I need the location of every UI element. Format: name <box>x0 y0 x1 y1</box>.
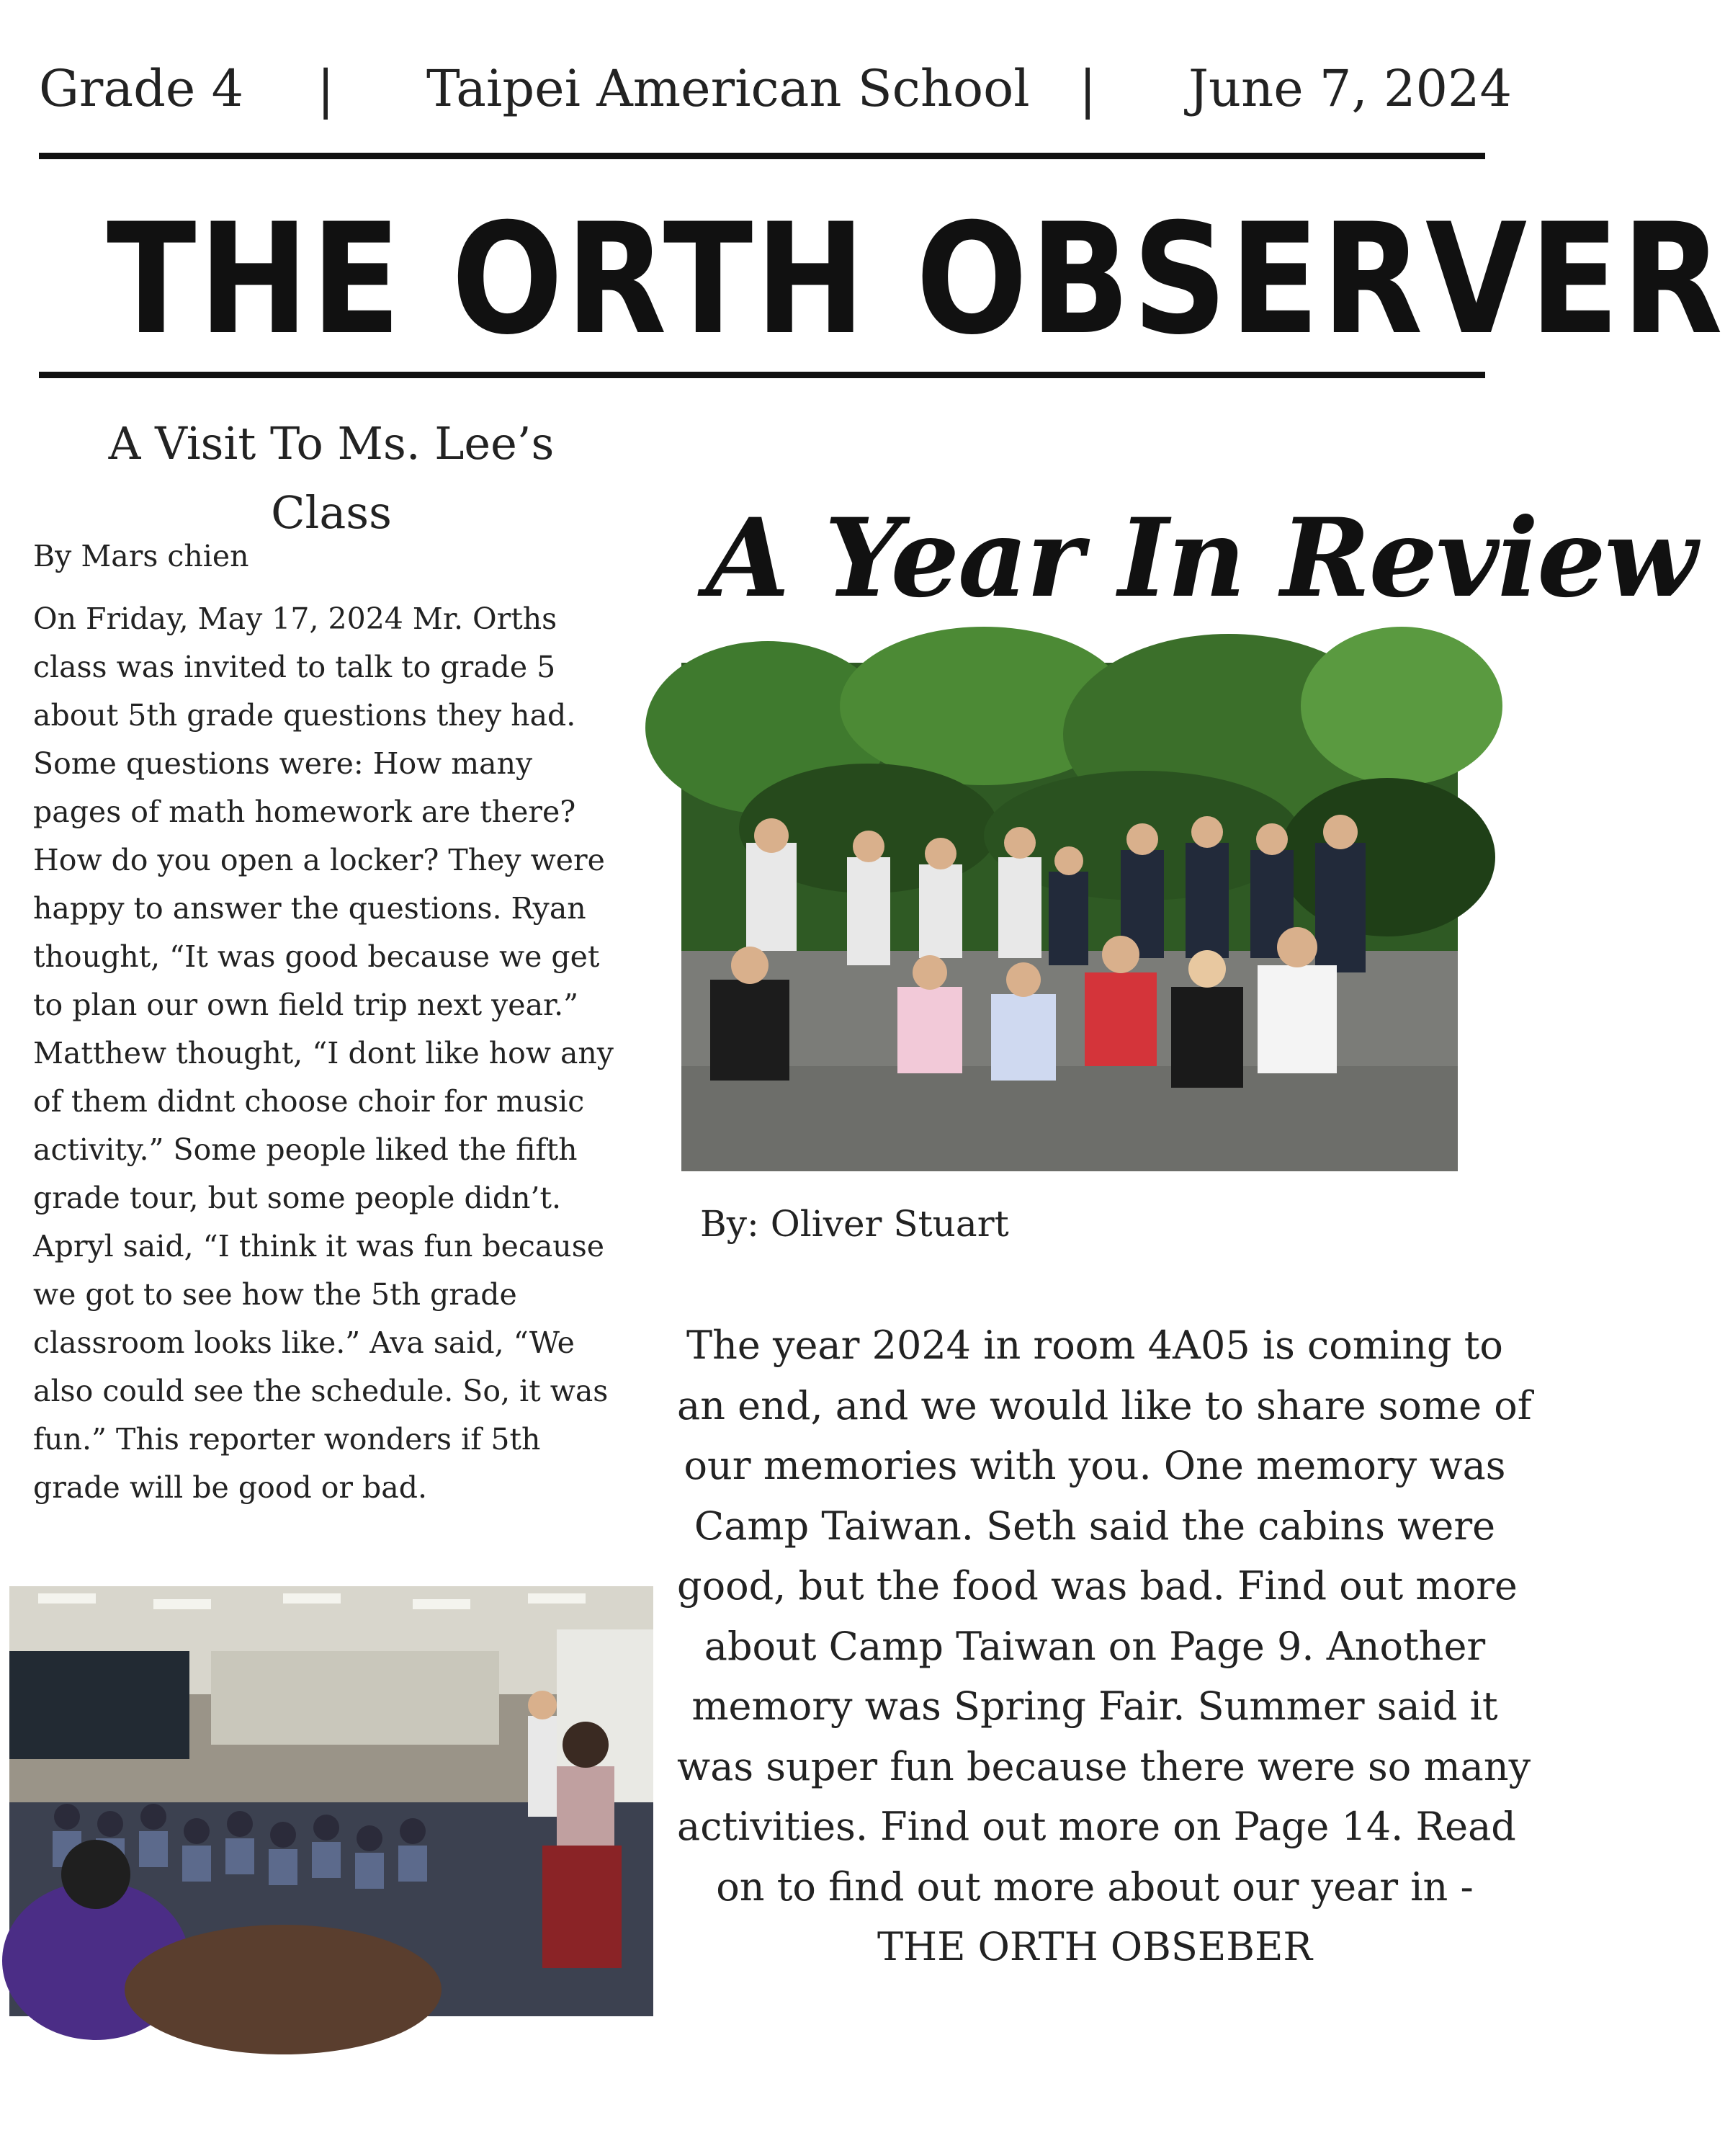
bottom-rule <box>39 372 1485 378</box>
top-rule <box>39 153 1485 159</box>
body-line: we got to see how the 5th grade <box>33 1277 517 1312</box>
body-line: grade will be good or bad. <box>33 1470 428 1505</box>
body-line: fun.” This reporter wonders if 5th <box>33 1422 541 1457</box>
body-line: pages of math homework are there? <box>33 795 576 829</box>
body-line: happy to answer the questions. Ryan <box>33 891 586 926</box>
body-line: classroom looks like.” Ava said, “We <box>33 1325 575 1360</box>
body-line: On Friday, May 17, 2024 Mr. Orths <box>33 601 557 636</box>
body-line: thought, “It was good because we get <box>33 939 600 974</box>
body-line: Matthew thought, “I dont like how any <box>33 1036 614 1070</box>
body-line: The year 2024 in room 4A05 is coming to <box>686 1323 1503 1368</box>
body-line: How do you open a locker? They were <box>33 843 605 877</box>
article-body-year-review <box>677 1315 1532 1977</box>
body-line: activity.” Some people liked the fifth <box>33 1132 578 1167</box>
body-line: to plan our own field trip next year.” <box>33 988 579 1022</box>
article-title-year-review: A Year In Review <box>706 495 1696 622</box>
classroom-photo <box>9 1586 653 2016</box>
school-name: Taipei American School <box>426 59 1030 118</box>
body-line: memory was Spring Fair. Summer said it <box>691 1683 1498 1729</box>
body-line: also could see the schedule. So, it was <box>33 1374 609 1408</box>
body-line: on to find out more about our year in - <box>716 1864 1474 1910</box>
body-line: class was invited to talk to grade 5 <box>33 650 556 684</box>
article-body-lee-visit <box>33 595 635 1512</box>
article-title-lee-visit <box>79 409 583 547</box>
title-line: A Visit To Ms. Lee’s <box>108 417 555 470</box>
body-line: Apryl said, “I think it was fun because <box>33 1229 605 1263</box>
article-byline-lee-visit: By Mars chien <box>33 539 249 573</box>
group-photo <box>681 663 1458 1171</box>
issue-date: June 7, 2024 <box>1188 59 1513 118</box>
header-separator: | <box>317 59 335 120</box>
masthead-title: THE ORTH OBSERVER <box>107 190 1725 368</box>
body-line: of them didnt choose choir for music <box>33 1084 585 1119</box>
header-separator: | <box>1079 59 1097 120</box>
body-line: activities. Find out more on Page 14. Read <box>677 1804 1516 1849</box>
title-line: Class <box>271 486 392 539</box>
body-line: good, but the food was bad. Find out more <box>677 1563 1518 1609</box>
body-line: THE ORTH OBSEBER <box>877 1924 1313 1969</box>
body-line: grade tour, but some people didn’t. <box>33 1181 562 1215</box>
body-line: was super fun because there were so many <box>677 1743 1531 1789</box>
body-line: Camp Taiwan. Seth said the cabins were <box>694 1503 1496 1549</box>
body-line: an end, and we would like to share some of <box>677 1382 1532 1428</box>
body-line: Some questions were: How many <box>33 746 533 781</box>
body-line: about Camp Taiwan on Page 9. Another <box>704 1623 1486 1669</box>
article-byline-year-review: By: Oliver Stuart <box>700 1203 1009 1245</box>
grade-label: Grade 4 <box>39 59 244 118</box>
body-line: our memories with you. One memory was <box>684 1443 1506 1488</box>
body-line: about 5th grade questions they had. <box>33 698 576 733</box>
